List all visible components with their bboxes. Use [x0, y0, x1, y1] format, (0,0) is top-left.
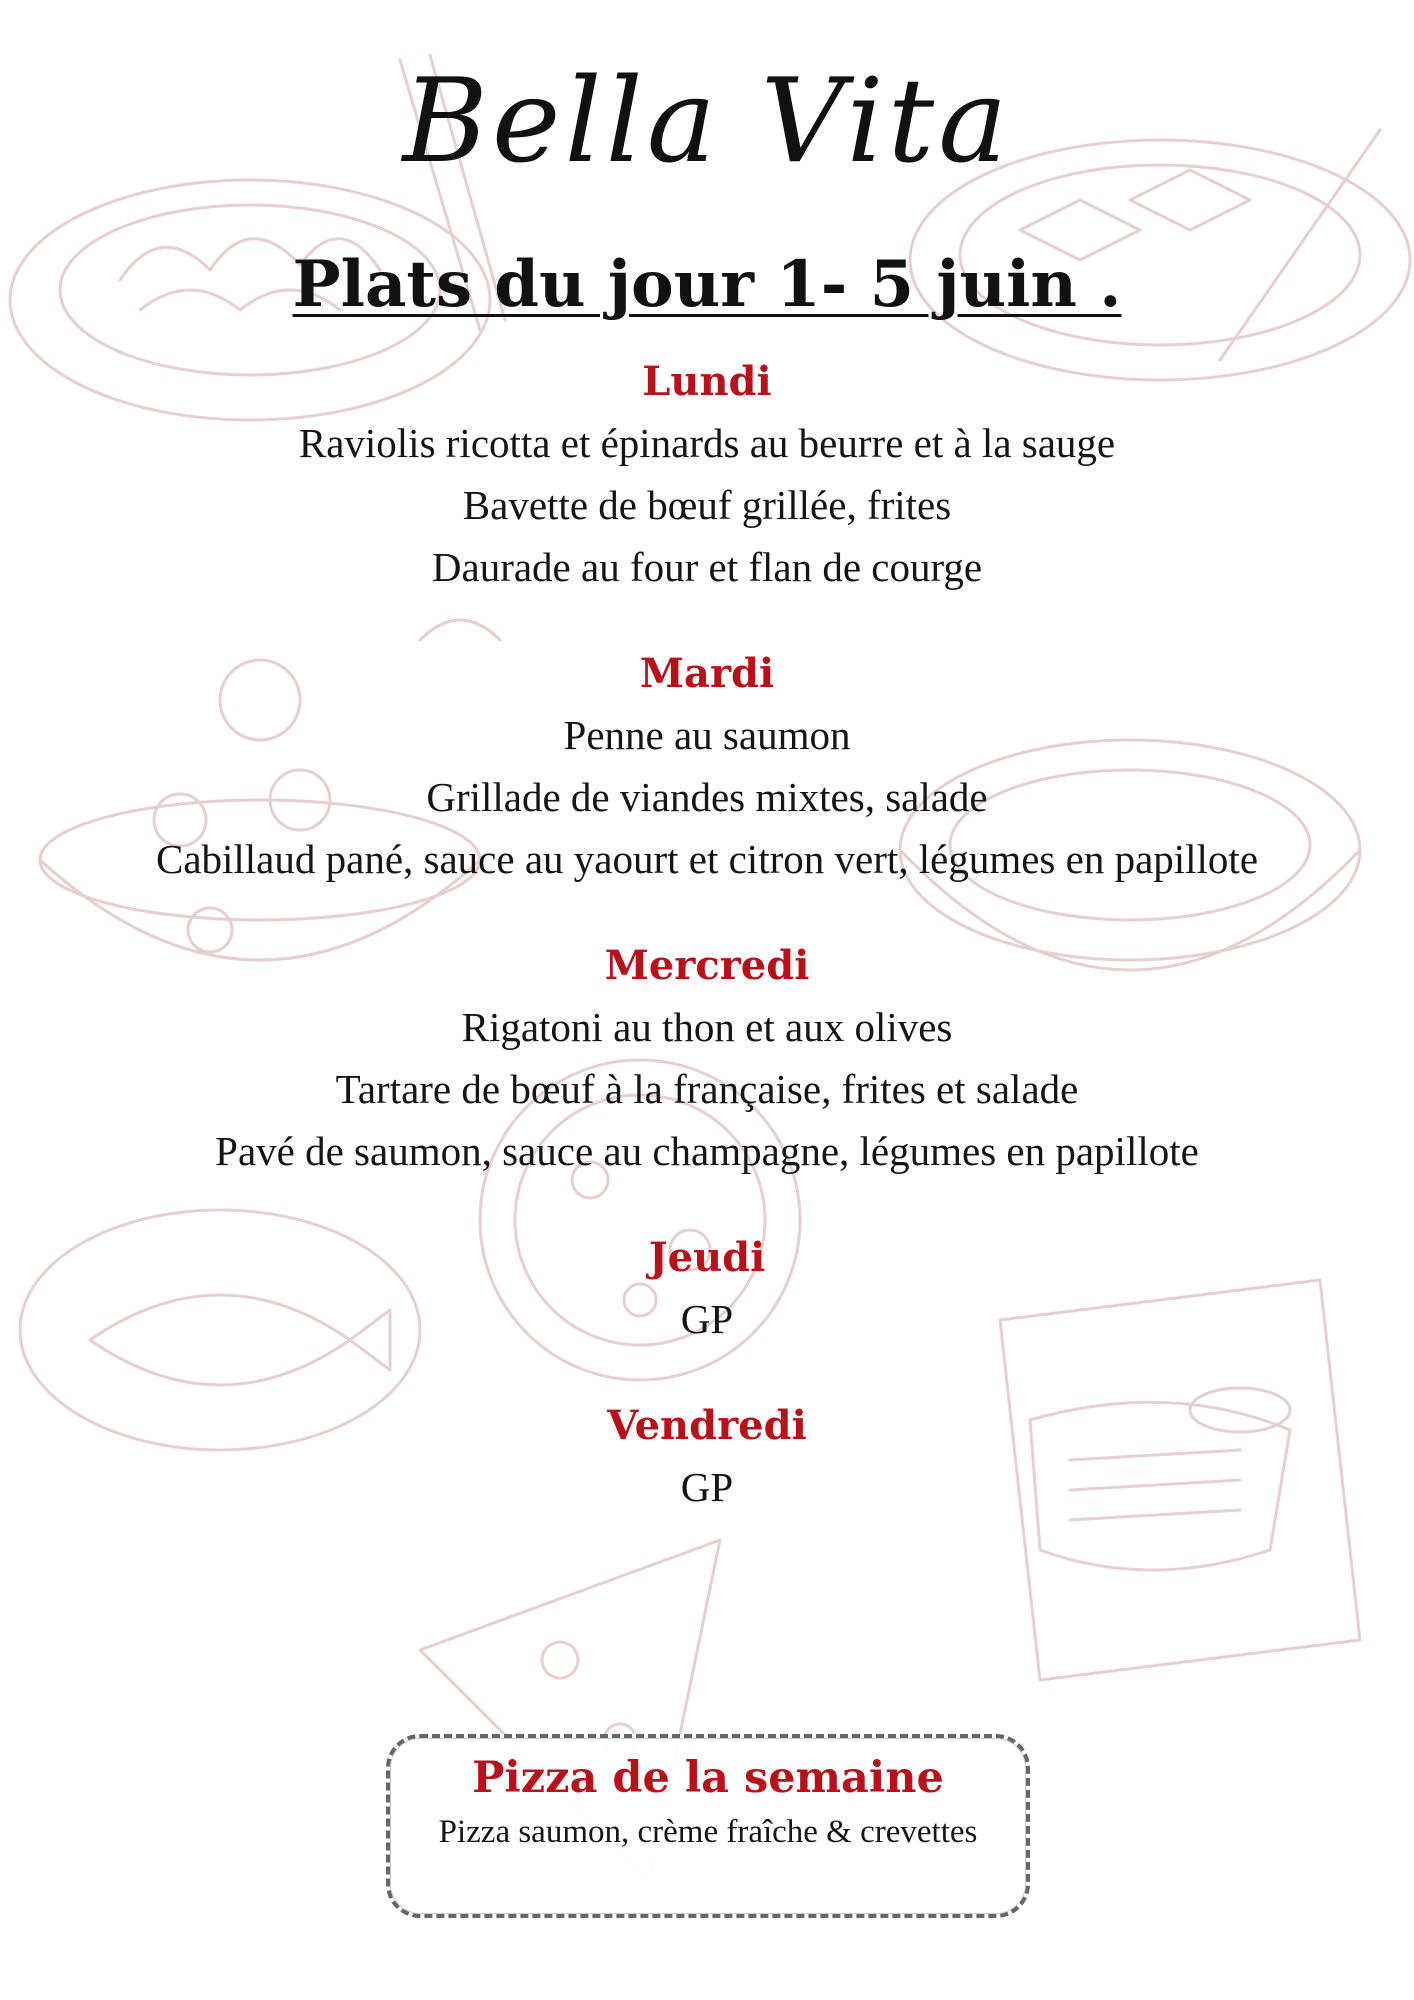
- dish-item: Penne au saumon: [563, 712, 851, 758]
- day-section-mercredi: [100, 936, 1314, 1182]
- day-section-mardi: [100, 644, 1314, 890]
- page-title: [0, 240, 1414, 330]
- pizza-title: Pizza de la semaine: [472, 1753, 944, 1803]
- dish-item: GP: [680, 1464, 734, 1510]
- brand-logo-text: Bella Vita: [402, 54, 1012, 189]
- dish-item: Tartare de bœuf à la française, frites et salade: [335, 1066, 1079, 1112]
- pizza-of-the-week-box: [386, 1734, 1030, 1918]
- dish-item: Pavé de saumon, sauce au champagne, légumes en papillote: [215, 1128, 1199, 1174]
- day-name: Mardi: [639, 650, 775, 697]
- dish-item: Bavette de bœuf grillée, frites: [462, 482, 952, 528]
- dish-item: GP: [680, 1296, 734, 1342]
- weekly-menu: [100, 352, 1314, 1564]
- day-section-jeudi: [100, 1228, 1314, 1350]
- dish-item: Daurade au four et flan de courge: [431, 544, 983, 590]
- day-section-vendredi: [100, 1396, 1314, 1518]
- day-name: Jeudi: [648, 1234, 766, 1281]
- day-section-lundi: [100, 352, 1314, 598]
- dish-item: Grillade de viandes mixtes, salade: [426, 774, 988, 820]
- day-name: Mercredi: [604, 942, 810, 989]
- dish-item: Cabillaud pané, sauce au yaourt et citron vert, légumes en papillote: [155, 836, 1259, 882]
- page-title-text: Plats du jour 1- 5 juin .: [292, 247, 1122, 322]
- day-name: Lundi: [642, 358, 772, 405]
- day-name: Vendredi: [607, 1402, 807, 1449]
- dish-item: Rigatoni au thon et aux olives: [461, 1004, 953, 1050]
- dish-item: Raviolis ricotta et épinards au beurre et à la sauge: [298, 420, 1116, 466]
- pizza-description: Pizza saumon, crème fraîche & crevettes: [438, 1814, 978, 1850]
